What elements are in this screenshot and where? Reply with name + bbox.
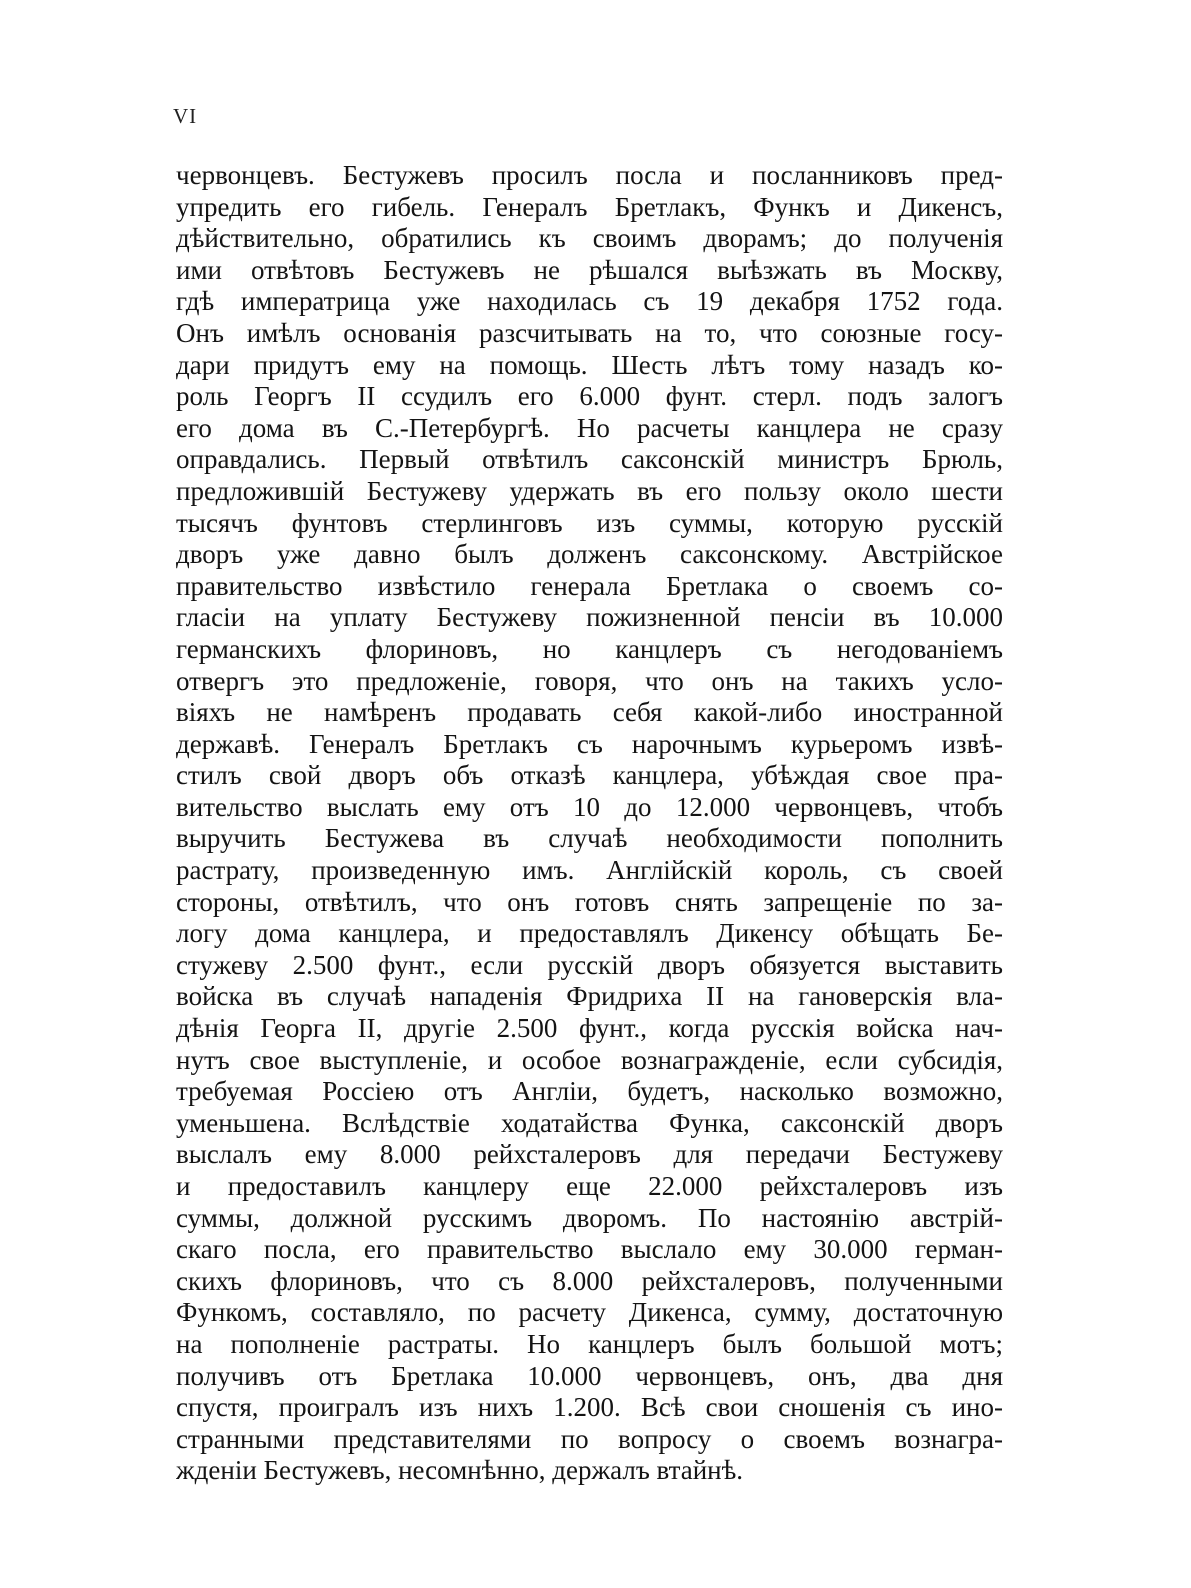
text-line: жденіи Бестужевъ, несомнѣнно, держалъ втайнѣ. bbox=[176, 1455, 744, 1486]
body-text bbox=[176, 160, 1003, 1487]
text-line: тысячъ фунтовъ стерлинговъ изъ суммы, которую русскій bbox=[176, 507, 1003, 538]
text-line: правительство извѣстило генерала Бретлака о своемъ со- bbox=[176, 570, 1003, 601]
text-line: Функомъ, составляло, по расчету Дикенса, сумму, достаточную bbox=[176, 1297, 1003, 1328]
text-line: гласіи на уплату Бестужеву пожизненной пенсіи въ 10.000 bbox=[176, 602, 1003, 633]
text-line: ими отвѣтовъ Бестужевъ не рѣшался выѣзжать въ Москву, bbox=[176, 254, 1003, 285]
text-line: выручить Бестужева въ случаѣ необходимости пополнить bbox=[176, 823, 1003, 854]
text-line: упредить его гибель. Генералъ Бретлакъ, Функъ и Дикенсъ, bbox=[176, 191, 1003, 222]
text-line: Онъ имѣлъ основанія разсчитывать на то, что союзные госу- bbox=[176, 317, 1003, 348]
text-line: гдѣ императрица уже находилась съ 19 декабря 1752 года. bbox=[176, 286, 1003, 317]
text-line: віяхъ не намѣренъ продавать себя какой-либо иностранной bbox=[176, 697, 1003, 728]
text-line: требуемая Россіею отъ Англіи, будетъ, насколько возможно, bbox=[176, 1076, 1003, 1107]
text-line: выслалъ ему 8.000 рейхсталеровъ для передачи Бестужеву bbox=[176, 1139, 1003, 1170]
text-line: нутъ свое выступленіе, и особое вознагражденіе, если субсидія, bbox=[176, 1044, 1003, 1075]
text-line: его дома въ С.-Петербургѣ. Но расчеты канцлера не сразу bbox=[176, 412, 1003, 443]
text-line: стужеву 2.500 фунт., если русскій дворъ обязуется выставить bbox=[176, 949, 1003, 980]
text-line: получивъ отъ Бретлака 10.000 червонцевъ, онъ, два дня bbox=[176, 1360, 1003, 1391]
text-line: отвергъ это предложеніе, говоря, что онъ на такихъ усло- bbox=[176, 665, 1003, 696]
text-line: логу дома канцлера, и предоставлялъ Дикенсу обѣщать Бе- bbox=[176, 918, 1003, 949]
text-line: растрату, произведенную имъ. Англійскій король, съ своей bbox=[176, 855, 1003, 886]
text-line: скаго посла, его правительство выслало ему 30.000 герман- bbox=[176, 1234, 1003, 1265]
text-line: стороны, отвѣтилъ, что онъ готовъ снять запрещеніе по за- bbox=[176, 886, 1003, 917]
text-line: уменьшена. Вслѣдствіе ходатайства Функа, саксонскій дворъ bbox=[176, 1107, 1003, 1138]
text-line: оправдались. Первый отвѣтилъ саксонскій министръ Брюль, bbox=[176, 444, 1003, 475]
page-number: VI bbox=[173, 104, 198, 128]
text-line: странными представителями по вопросу о своемъ вознагра- bbox=[176, 1423, 1003, 1454]
text-line: дворъ уже давно былъ долженъ саксонскому. Австрійское bbox=[176, 539, 1003, 570]
text-line: скихъ флориновъ, что съ 8.000 рейхсталеровъ, полученными bbox=[176, 1265, 1003, 1296]
text-line: вительство выслать ему отъ 10 до 12.000 червонцевъ, чтобъ bbox=[176, 791, 1003, 822]
text-line: державѣ. Генералъ Бретлакъ съ нарочнымъ курьеромъ извѣ- bbox=[176, 728, 1003, 759]
text-line: предложившій Бестужеву удержать въ его пользу около шести bbox=[176, 475, 1003, 506]
text-line: дѣнія Георга II, другіе 2.500 фунт., когда русскія войска нач- bbox=[176, 1013, 1003, 1044]
text-line: и предоставилъ канцлеру еще 22.000 рейхсталеровъ изъ bbox=[176, 1171, 1003, 1201]
text-line: германскихъ флориновъ, но канцлеръ съ негодованіемъ bbox=[176, 633, 1003, 664]
text-line: войска въ случаѣ нападенія Фридриха II на гановерскія вла- bbox=[176, 981, 1003, 1012]
text-line: стилъ свой дворъ объ отказѣ канцлера, убѣждая свое пра- bbox=[176, 760, 1003, 791]
text-line: суммы, должной русскимъ дворомъ. По настоянію австрій- bbox=[176, 1202, 1003, 1233]
text-line: роль Георгъ II ссудилъ его 6.000 фунт. стерл. подъ залогъ bbox=[176, 381, 1003, 412]
text-line: на пополненіе растраты. Но канцлеръ былъ большой мотъ; bbox=[176, 1328, 1003, 1359]
text-line: дари придутъ ему на помощь. Шесть лѣтъ тому назадъ ко- bbox=[176, 349, 1003, 380]
text-line: червонцевъ. Бестужевъ просилъ посла и посланниковъ пред- bbox=[176, 160, 1003, 190]
text-line: дѣйствительно, обратились къ своимъ дворамъ; до полученія bbox=[176, 223, 1003, 254]
text-line: спустя, проигралъ изъ нихъ 1.200. Всѣ свои сношенія съ ино- bbox=[176, 1392, 1003, 1423]
